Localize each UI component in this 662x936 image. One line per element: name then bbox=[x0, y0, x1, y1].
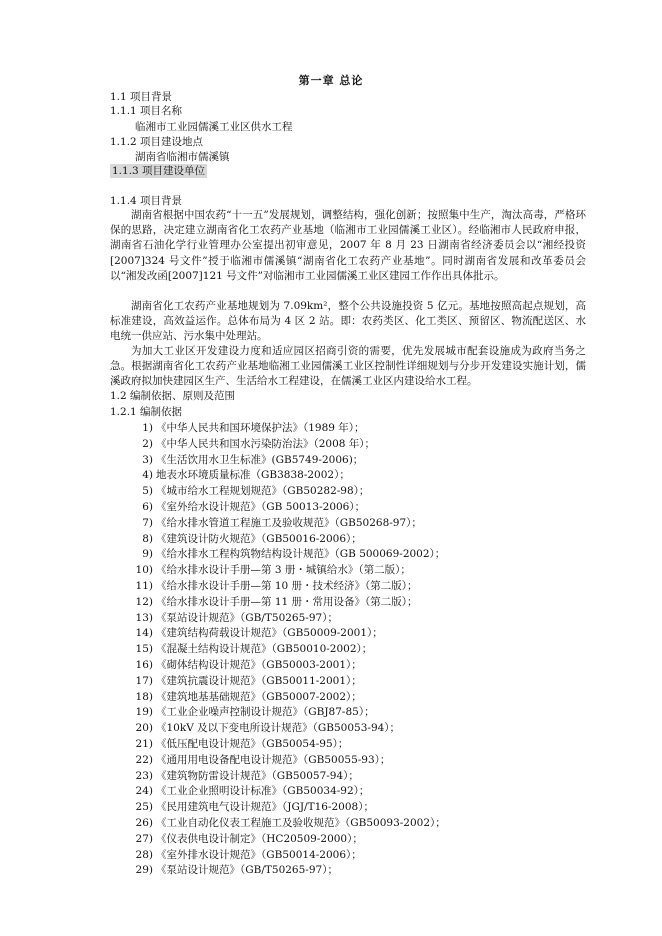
reference-text: 《给水排水设计手册—第 10 册・技术经济》（第二版）； bbox=[156, 580, 418, 592]
reference-number: 23) bbox=[135, 769, 153, 782]
reference-item bbox=[110, 547, 445, 561]
reference-number: 26) bbox=[135, 817, 153, 829]
reference-item bbox=[110, 769, 359, 783]
reference-item bbox=[110, 753, 390, 767]
reference-text: 《给水排水工程构筑物结构设计规范》（GB 500069-2002）； bbox=[156, 548, 446, 561]
reference-number: 20) bbox=[135, 722, 153, 735]
project-name: 临湘市工业园儒溪工业区供水工程 bbox=[135, 121, 293, 133]
reference-number: 14) bbox=[135, 627, 153, 640]
reference-text: 《给水排水管道工程施工及验收规范》（GB50268-97）； bbox=[156, 516, 422, 529]
reference-item bbox=[110, 658, 362, 672]
reference-number: 15) bbox=[135, 643, 153, 656]
reference-text: 《室外给水设计规范》（GB 50013-2006）； bbox=[156, 501, 366, 513]
reference-text: 《中华人民共和国环境保护法》（1989 年）； bbox=[156, 422, 365, 434]
reference-text: 《城市给水工程规划规范》（GB50282-98）； bbox=[156, 485, 370, 498]
chapter-title: 第一章 总论 bbox=[298, 74, 364, 87]
reference-item bbox=[110, 500, 365, 514]
reference-number: 12) bbox=[135, 595, 153, 608]
reference-item bbox=[110, 421, 365, 435]
reference-item bbox=[110, 721, 400, 735]
reference-number: 17) bbox=[135, 674, 153, 687]
reference-number: 6) bbox=[142, 501, 153, 513]
reference-item bbox=[110, 863, 338, 877]
reference-item bbox=[110, 595, 418, 609]
reference-number: 25) bbox=[135, 801, 153, 814]
background-paragraph-1: 湖南省根据中国农药“十一五”发展规划，调整结构，强化创新；按照集中生产，淘汰高毒，严格环保的思路，决定建立湖南省化工农药产业基地（临湘市工业园儒溪工业区）。经临湘市人民政府申报，湖南省石油化学行业管理办公室提出初审意见，2007 年 8 月 23 日湖南省经济委员会以“湘经投资[2007]324 号文件”授于临湘市儒溪镇“湖南省化工农药产业基地”。同时湖南省发展和改革委员会以“湘发改函[2007]121 号文件”对临湘市工业园儒溪工业区建园工作作出具体批示。 bbox=[110, 209, 586, 282]
reference-number: 10) bbox=[135, 564, 153, 577]
reference-item bbox=[110, 532, 362, 546]
reference-item bbox=[110, 437, 375, 451]
reference-number: 27) bbox=[135, 832, 153, 845]
reference-item bbox=[110, 579, 418, 593]
reference-text: 《工业企业照明设计标准》（GB50034-92）； bbox=[156, 785, 370, 798]
reference-text: 《建筑物防雷设计规范》（GB50057-94）； bbox=[156, 769, 359, 782]
reference-text: 《仪表供电设计制定》（HC20509-2000）； bbox=[156, 832, 363, 845]
reference-text: 《给水排水设计手册—第 11 册・常用设备》（第二版）； bbox=[156, 595, 418, 608]
reference-number: 8) bbox=[142, 532, 153, 545]
reference-number: 1) bbox=[142, 422, 153, 434]
reference-item bbox=[110, 642, 372, 656]
reference-text: 《混凝土结构设计规范》（GB50010-2002）； bbox=[156, 643, 373, 656]
reference-item bbox=[110, 626, 383, 640]
reference-text: 《低压配电设计规范》（GB50054-95）； bbox=[156, 738, 349, 750]
reference-number: 9) bbox=[142, 548, 153, 561]
reference-item bbox=[110, 848, 362, 862]
section-1-1-4-heading: 1.1.4 项目背景 bbox=[110, 195, 183, 207]
reference-text: 《生活饮用水卫生标准》(GB5749-2006)； bbox=[156, 453, 364, 466]
reference-number: 19) bbox=[135, 706, 153, 719]
reference-number: 21) bbox=[135, 738, 153, 750]
reference-item bbox=[110, 737, 348, 751]
reference-text: 《泵站设计规范》（GB/T50265-97）； bbox=[156, 864, 338, 877]
reference-item bbox=[110, 705, 375, 719]
reference-number: 24) bbox=[135, 785, 153, 798]
reference-text: 《室外排水设计规范》（GB50014-2006）； bbox=[156, 848, 362, 861]
section-1-1-1-heading: 1.1.1 项目名称 bbox=[110, 105, 183, 117]
reference-item bbox=[110, 453, 363, 467]
reference-text: 《工业企业噪声控制设计规范》（GBJ87-85）； bbox=[156, 706, 375, 719]
reference-text: 《建筑结构荷载设计规范》（GB50009-2001）； bbox=[156, 627, 383, 640]
reference-item bbox=[110, 468, 350, 482]
reference-text: 《10kV 及以下变电所设计规范》（GB50053-94）； bbox=[156, 722, 401, 735]
reference-text: 《工业自动化仪表工程施工及验收规范》（GB50093-2002）； bbox=[156, 817, 446, 829]
reference-number: 22) bbox=[135, 753, 153, 766]
reference-text: 《中华人民共和国水污染防治法》（2008 年）； bbox=[156, 437, 376, 450]
reference-text: 《泵站设计规范》（GB/T50265-97）； bbox=[156, 611, 338, 624]
section-1-1-heading: 1.1 项目背景 bbox=[110, 91, 173, 103]
reference-number: 13) bbox=[135, 611, 153, 624]
reference-item bbox=[110, 611, 338, 625]
section-1-2-heading: 1.2 编制依据、原则及范围 bbox=[110, 390, 236, 402]
reference-item bbox=[110, 674, 362, 688]
reference-text: 《建筑地基基础规范》（GB50007-2002）； bbox=[156, 690, 362, 703]
reference-number: 16) bbox=[135, 659, 153, 671]
reference-number: 7) bbox=[142, 516, 153, 529]
reference-item bbox=[110, 484, 369, 498]
reference-text: 《建筑设计防火规范》（GB50016-2006）； bbox=[156, 532, 362, 545]
reference-text: 《砌体结构设计规范》（GB50003-2001）； bbox=[156, 659, 362, 671]
section-1-1-2-heading: 1.1.2 项目建设地点 bbox=[110, 136, 204, 148]
reference-number: 29) bbox=[135, 864, 153, 877]
reference-number: 3) bbox=[142, 453, 153, 466]
reference-item bbox=[110, 784, 369, 798]
reference-number: 5) bbox=[142, 485, 153, 498]
project-location: 湖南省临湘市儒溪镇 bbox=[135, 151, 230, 163]
background-paragraph-2: 湖南省化工农药产业基地规划为 7.09km²，整个公共设施投资 5 亿元。基地按照高起点规划，高标准建设，高效益运作。总体布局为 4 区 2 站。即：农药类区、化工类区、预留区、物流配送区、水电统一供应站、污水集中处理站。 bbox=[110, 300, 586, 343]
highlighted-heading: 1.1.3 项目建设单位 bbox=[112, 165, 206, 177]
reference-number: 4) bbox=[142, 469, 153, 482]
reference-item bbox=[110, 516, 422, 530]
reference-item bbox=[110, 563, 411, 577]
reference-number: 18) bbox=[135, 690, 153, 703]
section-1-1-3-heading bbox=[110, 164, 207, 178]
reference-number: 2) bbox=[142, 437, 153, 450]
reference-text: 地表水环境质量标准（GB3838-2002）； bbox=[156, 469, 350, 482]
reference-text: 《建筑抗震设计规范》（GB50011-2001）； bbox=[156, 674, 362, 687]
reference-number: 11) bbox=[135, 580, 153, 592]
reference-item bbox=[110, 800, 374, 814]
reference-number: 28) bbox=[135, 848, 153, 861]
reference-item bbox=[110, 690, 362, 704]
background-paragraph-3: 为加大工业区开发建设力度和适应园区招商引资的需要，优先发展城市配套设施成为政府当务之急。根据湖南省化工农药产业基地临湘工业园儒溪工业区控制性详细规划与分步开发建设实施计划，儒溪政府拟加快建园区生产、生活给水工程建设，在儒溪工业区内建设给水工程。 bbox=[110, 345, 586, 388]
reference-item bbox=[110, 832, 363, 846]
reference-text: 《给水排水设计手册—第 3 册・城镇给水》（第二版）； bbox=[156, 564, 411, 577]
reference-text: 《民用建筑电气设计规范》（JGJ/T16-2008）； bbox=[156, 801, 374, 814]
reference-text: 《通用用电设备配电设计规范》（GB50055-93）； bbox=[156, 753, 391, 766]
reference-item bbox=[110, 816, 446, 830]
section-1-2-1-heading: 1.2.1 编制依据 bbox=[110, 406, 183, 418]
